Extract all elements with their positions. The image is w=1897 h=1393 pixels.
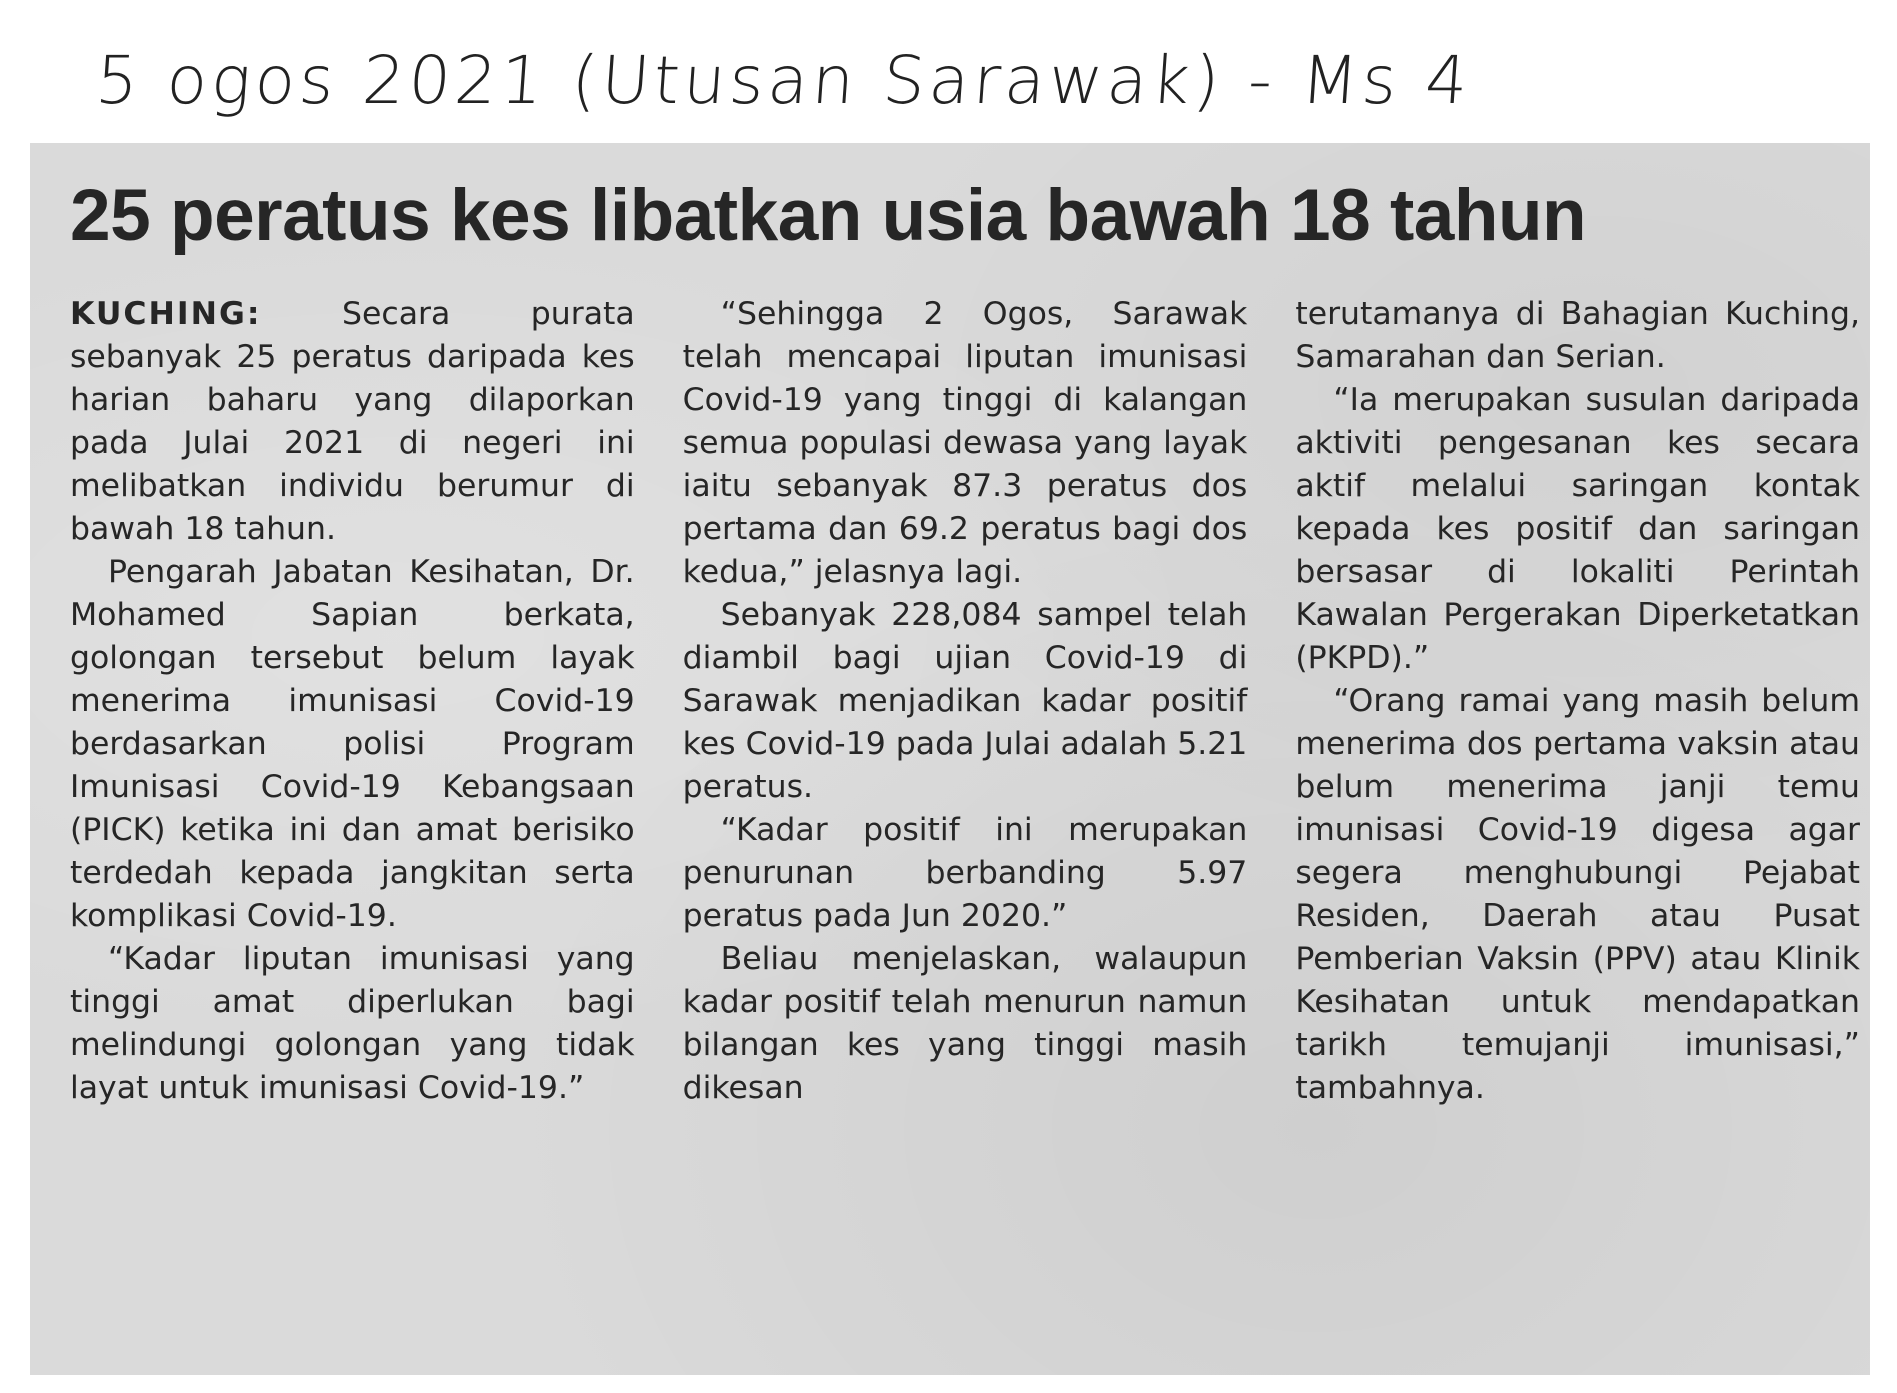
newspaper-clipping — [30, 143, 1870, 1375]
article-paragraph: “Ia merupakan susulan daripada aktiviti pengesanan kes secara aktif melalui saringan kontak kepada kes positif dan saringan bersasar di lokaliti Perintah Kawalan Pergerakan Diperketatkan (PKPD).” — [1295, 382, 1861, 676]
article-paragraph: Sebanyak 228,084 sampel telah diambil bagi ujian Covid-19 di Sarawak menjadikan kadar positif kes Covid-19 pada Julai adalah 5.21 peratus. — [682, 597, 1248, 805]
article-paragraph — [70, 293, 635, 551]
article-paragraph: terutamanya di Bahagian Kuching, Samarahan dan Serian. — [1295, 296, 1861, 375]
article-dateline: KUCHING: — [70, 296, 262, 332]
article-paragraph: “Kadar positif ini merupakan penurunan berbanding 5.97 peratus pada Jun 2020.” — [682, 812, 1248, 934]
article-paragraph: “Sehingga 2 Ogos, Sarawak telah mencapai liputan imunisasi Covid-19 yang tinggi di kalangan semua populasi dewasa yang layak iaitu sebanyak 87.3 peratus dos pertama dan 69.2 peratus bagi dos kedua,” jelasnya lagi. — [682, 296, 1248, 590]
article-paragraph: Pengarah Jabatan Kesihatan, Dr. Mohamed Sapian berkata, golongan tersebut belum layak menerima imunisasi Covid-19 berdasarkan polisi Program Imunisasi Covid-19 Kebangsaan (PICK) ketika ini dan amat berisiko terdedah kepada jangkitan serta komplikasi Covid-19. — [70, 554, 635, 934]
article-column-3 — [1295, 293, 1860, 1110]
article-column-1 — [70, 293, 635, 1110]
article-body — [70, 293, 1860, 1110]
article-headline: 25 peratus kes libatkan usia bawah 18 tahun — [70, 175, 1587, 256]
handwritten-source-note: 5 ogos 2021 (Utusan Sarawak) - Ms 4 — [93, 42, 1475, 119]
paragraph-text: Secara purata sebanyak 25 peratus daripada kes harian baharu yang dilaporkan pada Julai 2021 di negeri ini melibatkan individu berumur di bawah 18 tahun. — [70, 296, 635, 547]
article-paragraph: “Kadar liputan imunisasi yang tinggi amat diperlukan bagi melindungi golongan yang tidak layat untuk imunisasi Covid-19.” — [70, 941, 635, 1106]
article-paragraph: Beliau menjelaskan, walaupun kadar positif telah menurun namun bilangan kes yang tinggi masih dikesan — [682, 941, 1248, 1106]
article-column-2 — [683, 293, 1248, 1110]
article-paragraph: “Orang ramai yang masih belum menerima dos pertama vaksin atau belum menerima janji temu imunisasi Covid-19 digesa agar segera menghubungi Pejabat Residen, Daerah atau Pusat Pemberian Vaksin (PPV) atau Klinik Kesihatan untuk mendapatkan tarikh temujanji imunisasi,” tambahnya. — [1295, 683, 1861, 1106]
